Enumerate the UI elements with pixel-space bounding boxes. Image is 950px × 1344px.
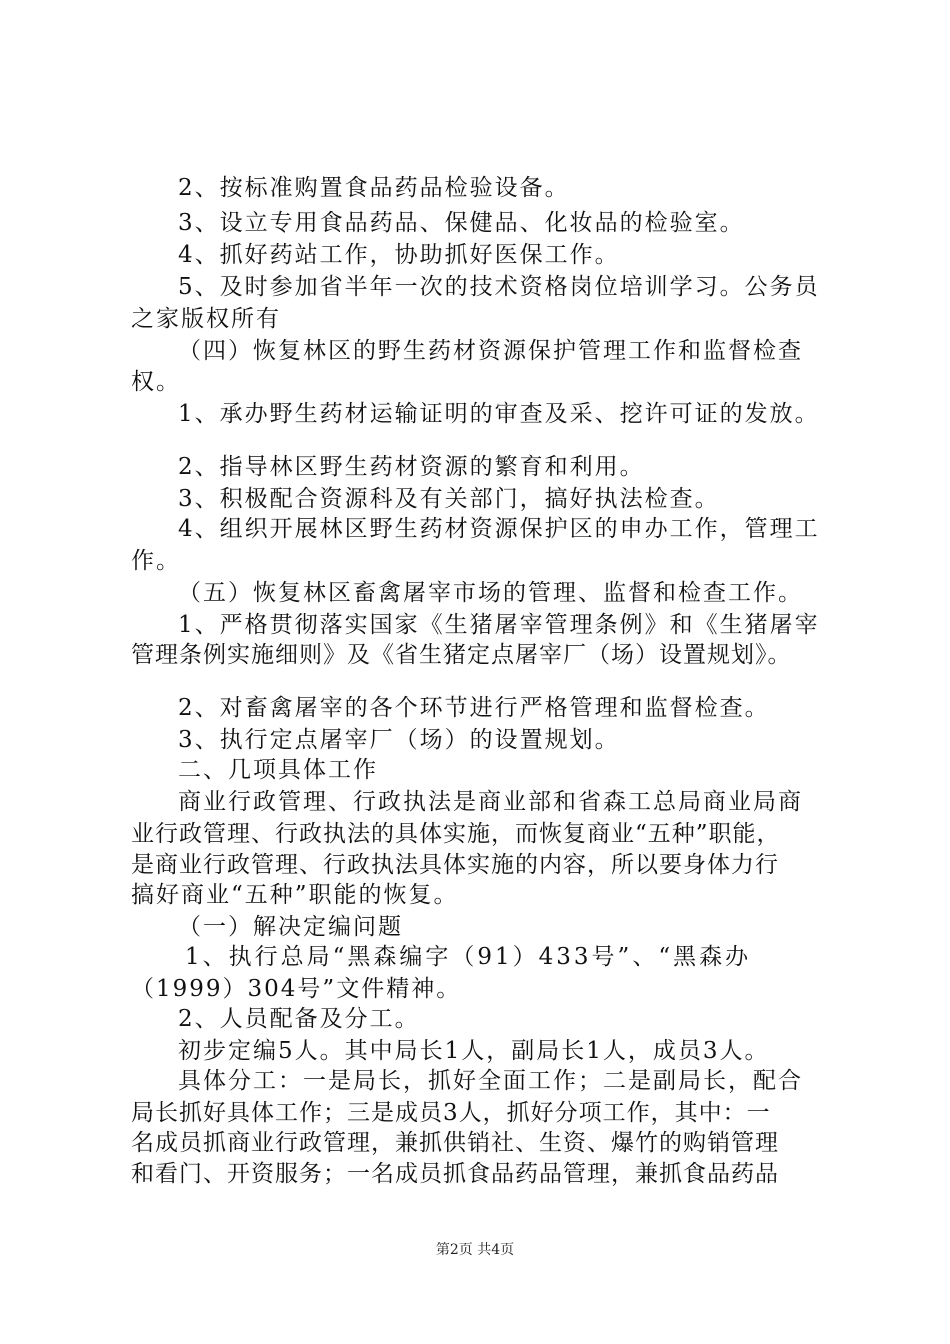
page-footer: 第2页 共4页	[435, 1242, 515, 1258]
text-line: 1、承办野生药材运输证明的审查及采、挖许可证的发放。	[178, 401, 820, 427]
text-line: 2、对畜禽屠宰的各个环节进行严格管理和监督检查。	[178, 695, 770, 721]
text-line: 和看门、开资服务；一名成员抓食品药品管理，兼抓食品药品	[131, 1161, 779, 1187]
text-line: 1、严格贯彻落实国家《生猪屠宰管理条例》和《生猪屠宰	[178, 612, 820, 638]
text-line: 1、执行总局“黑森编字（91）433号”、“黑森办	[185, 944, 752, 970]
text-line: 之家版权所有	[131, 306, 281, 332]
text-line: 4、抓好药站工作，协助抓好医保工作。	[178, 242, 620, 268]
text-line: （一）解决定编问题	[178, 914, 403, 940]
text-line: （1999）304号”文件精神。	[131, 976, 462, 1002]
text-line: 名成员抓商业行政管理，兼抓供销社、生资、爆竹的购销管理	[131, 1130, 779, 1156]
text-line: 2、按标准购置食品药品检验设备。	[178, 175, 570, 201]
text-line: 2、人员配备及分工。	[178, 1006, 420, 1032]
text-line: （四）恢复林区的野生药材资源保护管理工作和监督检查	[178, 338, 803, 364]
text-line: 权。	[131, 369, 181, 395]
text-line: 管理条例实施细则》及《省生猪定点屠宰厂（场）设置规划》。	[131, 642, 792, 668]
text-line: 具体分工：一是局长，抓好全面工作；二是副局长，配合	[178, 1068, 803, 1094]
text-line: 业行政管理、行政执法的具体实施，而恢复商业“五种”职能，	[131, 821, 781, 847]
text-line: 3、设立专用食品药品、保健品、化妆品的检验室。	[178, 210, 745, 236]
section-heading: 二、几项具体工作	[178, 757, 378, 783]
text-line: 搞好商业“五种”职能的恢复。	[131, 882, 459, 908]
text-line: 4、组织开展林区野生药材资源保护区的申办工作，管理工	[178, 516, 820, 542]
text-line: 3、积极配合资源科及有关部门，搞好执法检查。	[178, 486, 720, 512]
text-line: 是商业行政管理、行政执法具体实施的内容，所以要身体力行	[131, 852, 779, 878]
text-line: 商业行政管理、行政执法是商业部和省森工总局商业局商	[178, 789, 803, 815]
text-line: （五）恢复林区畜禽屠宰市场的管理、监督和检查工作。	[178, 580, 803, 606]
text-line: 5、及时参加省半年一次的技术资格岗位培训学习。公务员	[178, 274, 820, 300]
text-line: 2、指导林区野生药材资源的繁育和利用。	[178, 454, 645, 480]
text-line: 3、执行定点屠宰厂（场）的设置规划。	[178, 727, 620, 753]
text-line: 局长抓好具体工作；三是成员3人，抓好分项工作，其中：一	[131, 1100, 771, 1126]
text-line: 作。	[131, 548, 181, 574]
text-line: 初步定编5人。其中局长1人，副局长1人，成员3人。	[178, 1038, 770, 1064]
